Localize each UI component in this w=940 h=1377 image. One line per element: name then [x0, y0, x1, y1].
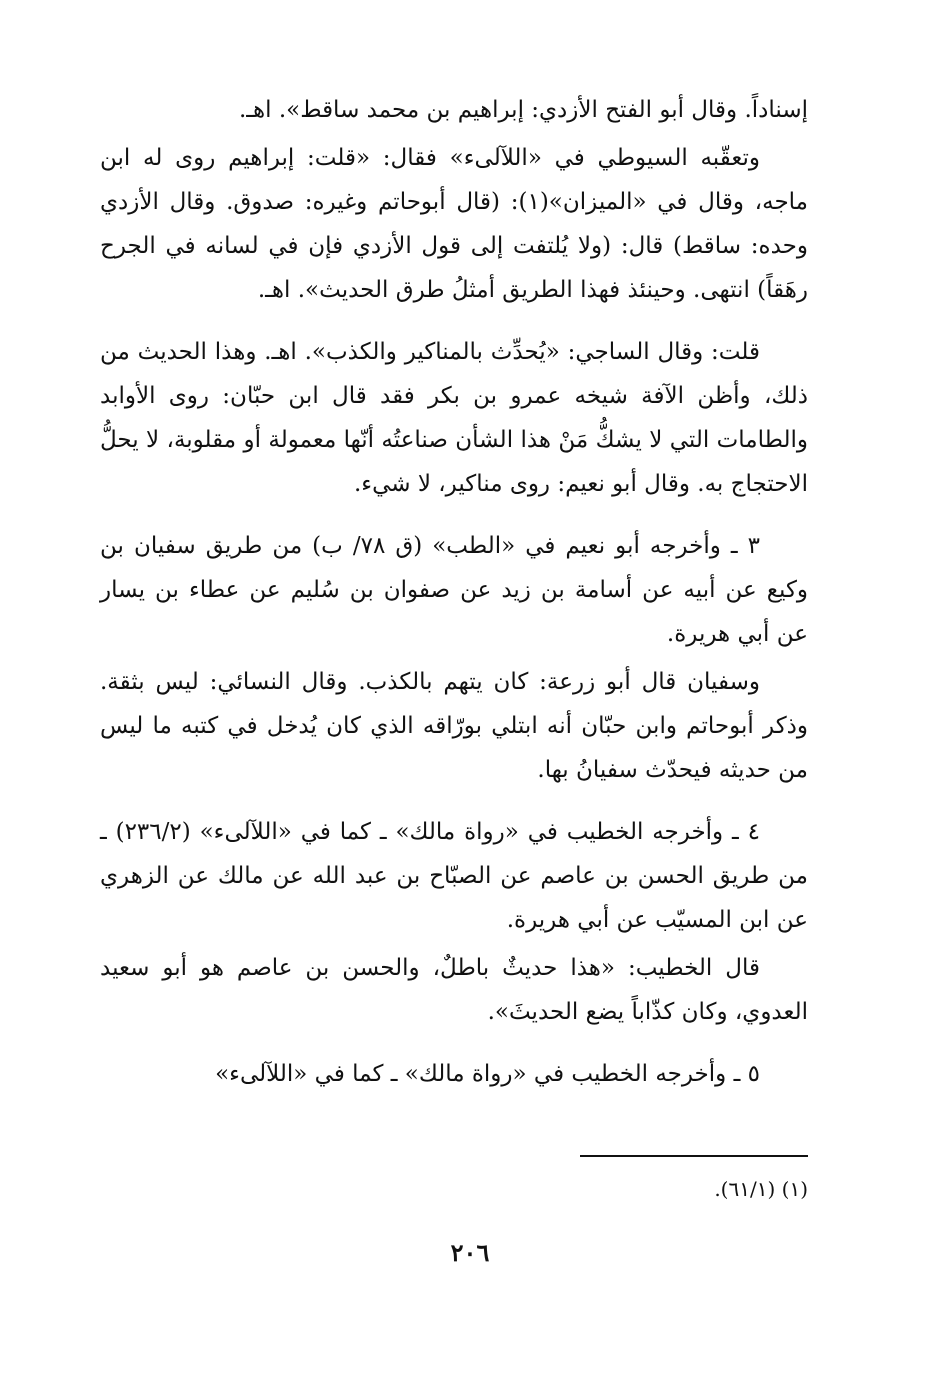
- page-body: [100, 88, 808, 1096]
- paragraph-continuation: إسناداً. وقال أبو الفتح الأزدي: إبراهيم بن محمد ساقط». اهـ.: [238, 97, 808, 123]
- paragraph-item-4: ٤ ـ وأخرجه الخطيب في «رواة مالك» ـ كما في «اللآلىء» (٢٣٦/٢) ـ من طريق الحسن بن عاصم عن الصبّاح بن عبد الله عن مالك عن الزهري عن ابن المسيّب عن أبي هريرة.: [100, 819, 808, 933]
- paragraph-suyuti-comment: وتعقّبه السيوطي في «اللآلىء» فقال: «قلت: إبراهيم روى له ابن ماجه، وقال في «الميزان»(١): (قال أبوحاتم وغيره: صدوق. وقال الأزدي وحده: ساقط) قال: (ولا يُلتفت إلى قول الأزدي فإن في لسانه في الجرح رهَقاً) انتهى. وحينئذ فهذا الطريق أمثلُ طرق الحديث». اهـ.: [100, 145, 808, 303]
- paragraph-khatib-note: قال الخطيب: «هذا حديثٌ باطلٌ، والحسن بن عاصم هو أبو سعيد العدوي، وكان كذّاباً يضع الحديثَ».: [100, 955, 808, 1025]
- paragraph-item-3: ٣ ـ وأخرجه أبو نعيم في «الطب» (ق ٧٨/ ب) من طريق سفيان بن وكيع عن أبيه عن أسامة بن زيد عن صفوان بن سُليم عن عطاء بن يسار عن أبي هريرة.: [100, 533, 808, 647]
- paragraph-item-5: ٥ ـ وأخرجه الخطيب في «رواة مالك» ـ كما في «اللآلىء»: [215, 1061, 760, 1087]
- page-number: ٢٠٦: [450, 1238, 490, 1267]
- paragraph-saji-note: قلت: وقال الساجي: «يُحدِّث بالمناكير والكذب». اهـ. وهذا الحديث من ذلك، وأظن الآفة شيخه عمرو بن بكر فقد قال ابن حبّان: روى الأوابد والطامات التي لا يشكُّ مَنْ هذا الشأن صناعتُه أنّها معمولة أو مقلوبة، لا يحلُّ الاحتجاج به. وقال أبو نعيم: روى مناكير، لا شيء.: [100, 339, 808, 497]
- footnote: (١) (٦١/١).: [714, 1177, 808, 1201]
- paragraph-sufyan-note: وسفيان قال أبو زرعة: كان يتهم بالكذب. وقال النسائي: ليس بثقة. وذكر أبوحاتم وابن حبّان أنه ابتلي بورّاقه الذي كان يُدخل في كتبه ما ليس من حديثه فيحدّث سفيانُ بها.: [100, 669, 808, 783]
- footnote-divider: [580, 1155, 808, 1157]
